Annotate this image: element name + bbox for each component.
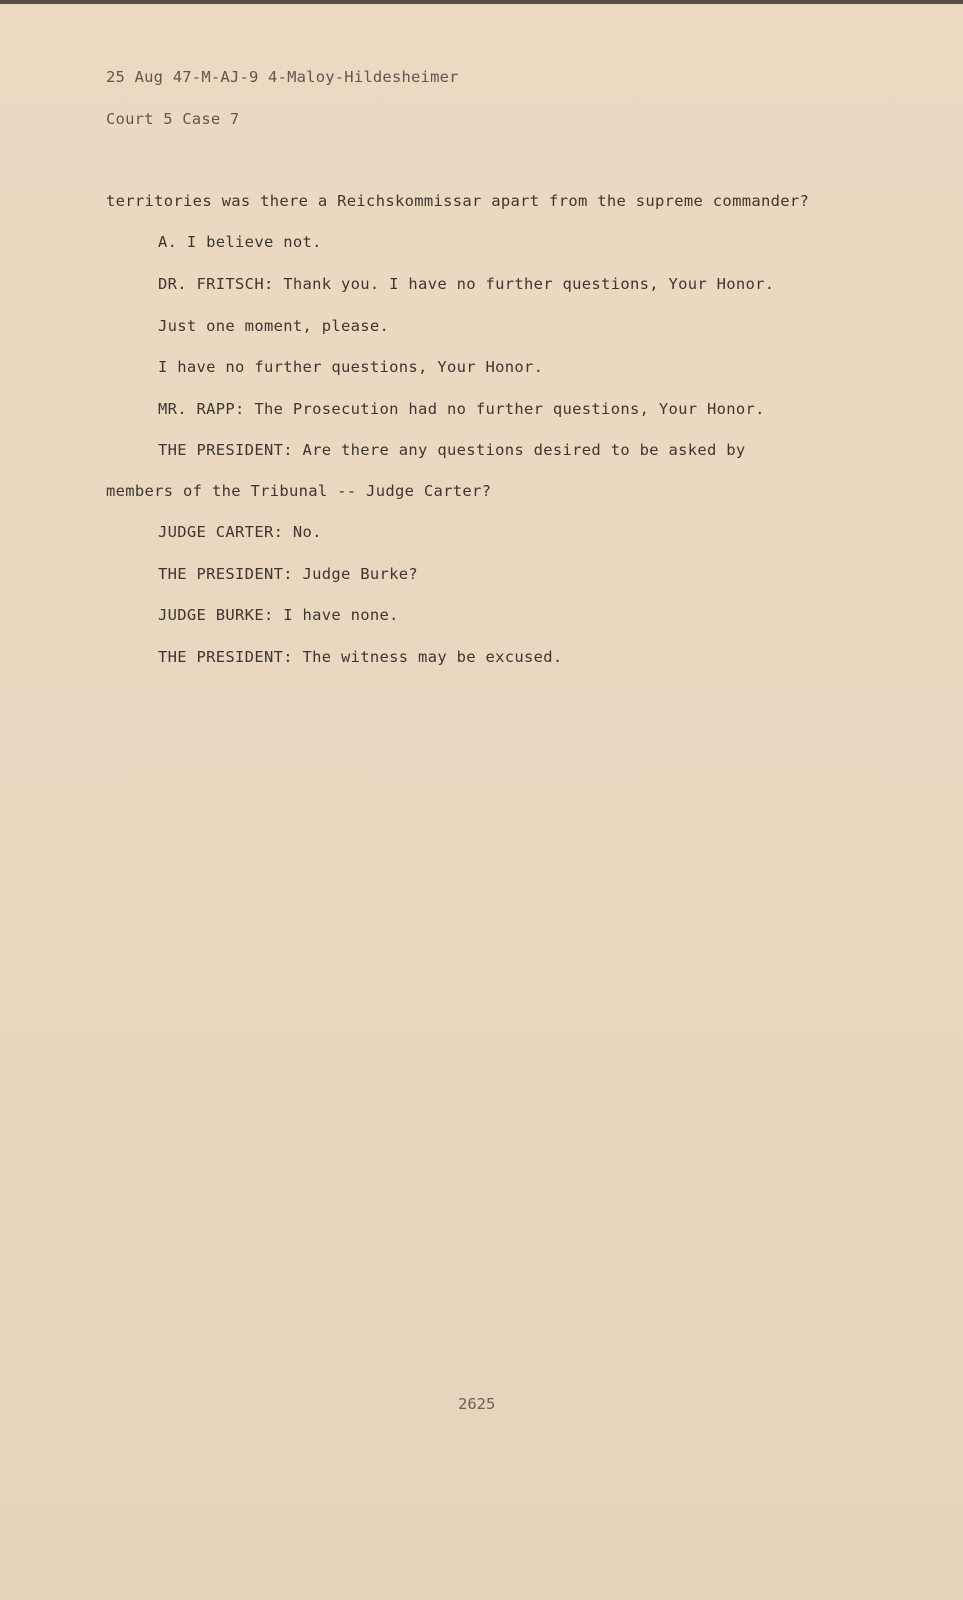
transcript-line: MR. RAPP: The Prosecution had no further questions, Your Honor. (158, 400, 765, 418)
page-number: 2625 (458, 1395, 496, 1413)
transcript-line: THE PRESIDENT: Are there any questions desired to be asked by (158, 441, 746, 459)
header-reference-line: 25 Aug 47-M-AJ-9 4-Maloy-Hildesheimer (106, 68, 459, 86)
header-court-case-line: Court 5 Case 7 (106, 110, 240, 128)
transcript-line: Just one moment, please. (158, 317, 390, 335)
transcript-line: I have no further questions, Your Honor. (158, 358, 544, 376)
transcript-line: A. I believe not. (158, 233, 322, 251)
transcript-line: THE PRESIDENT: Judge Burke? (158, 565, 419, 583)
transcript-line: JUDGE BURKE: I have none. (158, 606, 399, 624)
transcript-line: THE PRESIDENT: The witness may be excused. (158, 648, 563, 666)
transcript-line: territories was there a Reichskommissar apart from the supreme commander? (106, 192, 810, 210)
transcript-line: DR. FRITSCH: Thank you. I have no further questions, Your Honor. (158, 275, 775, 293)
transcript-line: members of the Tribunal -- Judge Carter? (106, 482, 492, 500)
scan-top-edge (0, 0, 963, 4)
transcript-line: JUDGE CARTER: No. (158, 523, 322, 541)
